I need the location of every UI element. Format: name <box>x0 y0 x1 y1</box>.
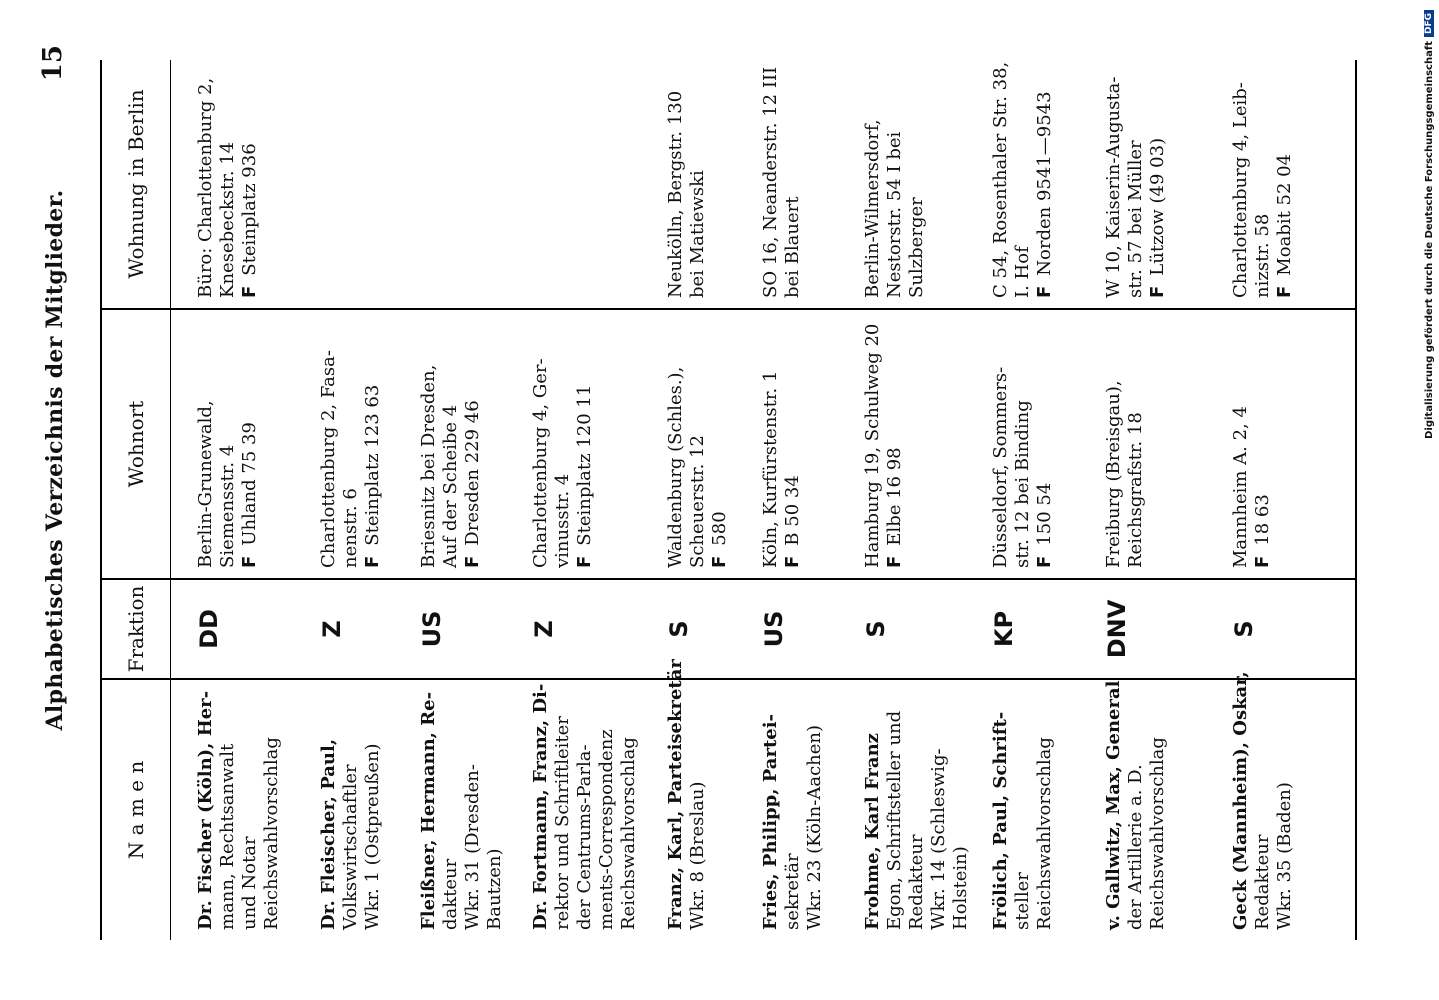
wohnort-phone <box>1252 310 1274 568</box>
name-line: Redakteur <box>1252 834 1273 930</box>
berlin-line: Knesebeckstr. 14 <box>217 141 238 298</box>
name-line: Wkr. 8 (Breslau) <box>687 781 708 930</box>
table-row-fraktion: US <box>760 610 788 648</box>
phone-prefix: F <box>1034 285 1055 298</box>
table-row-wohnort <box>862 310 906 568</box>
table-row-berlin <box>1230 60 1296 298</box>
wohnort-line: Berlin-Grunewald, <box>195 400 216 568</box>
dfg-logo: DFG <box>1424 10 1434 37</box>
phone-prefix: F <box>1147 285 1168 298</box>
phone-number: 150 54 <box>1034 482 1055 546</box>
name-line: Fleißner, Hermann, Re- <box>418 691 439 930</box>
berlin-line: C 54, Rosenthaler Str. 38, <box>990 61 1011 298</box>
phone-prefix: F <box>782 555 803 568</box>
table-row-fraktion: KP <box>990 610 1018 648</box>
wohnort-phone <box>462 310 484 568</box>
wohnort-line: Scheuerstr. 12 <box>687 435 708 568</box>
wohnort-line: Charlottenburg 2, Fasa- <box>318 350 339 568</box>
name-line: Reichswahlvorschlag <box>618 737 639 930</box>
table-row-wohnort <box>418 310 484 568</box>
table-row-fraktion: DNV <box>1103 599 1131 659</box>
name-line: Franz, Karl, Parteisekretär <box>665 659 686 930</box>
table-row-berlin <box>665 60 709 298</box>
berlin-line: W 10, Kaiserin-Augusta- <box>1103 76 1124 298</box>
wohnort-phone <box>782 310 804 568</box>
phone-number: Norden 9541—9543 <box>1034 91 1055 276</box>
funding-note <box>1422 10 1436 990</box>
name-line: Dr. Fleischer, Paul, <box>318 738 339 930</box>
wohnort-phone <box>362 310 384 568</box>
wohnort-line: Reichsgrafstr. 18 <box>1125 412 1146 568</box>
phone-number: Steinplatz 120 11 <box>574 384 595 546</box>
table-row-name <box>862 680 972 930</box>
wohnort-line: Siemensstr. 4 <box>217 444 238 568</box>
table-row-name <box>1103 680 1169 930</box>
phone-prefix: F <box>884 555 905 568</box>
phone-number: Moabit 52 04 <box>1274 153 1295 276</box>
table-row-wohnort <box>195 310 261 568</box>
column-header-name: N a m e n <box>124 760 148 860</box>
phone-number: 580 <box>709 511 730 546</box>
table-row-fraktion: Z <box>530 620 558 638</box>
table-row-wohnort <box>1103 310 1147 568</box>
name-line: Fries, Philipp, Partei- <box>760 713 781 930</box>
berlin-line: bei Matiewski <box>687 170 708 298</box>
berlin-line: Sulzberger <box>906 197 927 298</box>
berlin-phone <box>1274 60 1296 298</box>
name-line: Egon, Schriftsteller und <box>884 710 905 930</box>
berlin-line: Berlin-Wilmersdorf, <box>862 119 883 298</box>
name-line: Reichswahlvorschlag <box>261 737 282 930</box>
wohnort-line: Hamburg 19, Schulweg 20 <box>862 323 883 568</box>
name-line: der Centrums-Parla- <box>574 744 595 930</box>
table-row-fraktion: US <box>418 610 446 648</box>
berlin-phone <box>1034 60 1056 298</box>
berlin-line: Büro: Charlottenburg 2, <box>195 77 216 298</box>
phone-prefix: F <box>709 555 730 568</box>
phone-prefix: F <box>362 555 383 568</box>
name-line: Wkr. 1 (Ostpreußen) <box>362 743 383 930</box>
name-line: Wkr. 23 (Köln-Aachen) <box>804 724 825 930</box>
table-row-name <box>530 680 640 930</box>
name-line: und Notar <box>239 836 260 930</box>
phone-number: 18 63 <box>1252 494 1273 546</box>
table-row-wohnort <box>530 310 596 568</box>
name-line: rektor und Schriftleiter <box>552 716 573 930</box>
phone-number: Elbe 16 98 <box>884 447 905 546</box>
table-row-berlin <box>990 60 1056 298</box>
phone-number: Uhland 75 39 <box>239 422 260 546</box>
wohnort-line: str. 12 bei Binding <box>1012 400 1033 568</box>
name-line: Volkswirtschaftler <box>340 764 361 930</box>
column-header-berlin: Wohnung in Berlin <box>124 89 148 279</box>
table-bottom-rule <box>1355 60 1357 940</box>
name-line: Reichswahlvorschlag <box>1147 737 1168 930</box>
name-line: Wkr. 31 (Dresden- <box>462 764 483 930</box>
wohnort-phone <box>239 310 261 568</box>
wohnort-line: Briesnitz bei Dresden, <box>418 364 439 568</box>
column-header-wohnort: Wohnort <box>124 400 148 488</box>
table-row-fraktion: S <box>1230 620 1258 638</box>
table-row-berlin <box>1103 60 1169 298</box>
phone-prefix: F <box>574 555 595 568</box>
name-line: mann, Rechtsanwalt <box>217 743 238 930</box>
table-row-berlin <box>760 60 804 298</box>
phone-number: Lützow (49 03) <box>1147 137 1168 276</box>
name-line: Geck (Mannheim), Oskar, <box>1230 671 1251 930</box>
berlin-line: Charlottenburg 4, Leib- <box>1230 82 1251 298</box>
phone-prefix: F <box>239 285 260 298</box>
name-line: Dr. Fischer (Köln), Her- <box>195 690 216 930</box>
name-line: Wkr. 14 (Schleswig- <box>928 748 949 930</box>
name-line: sekretär <box>782 853 803 930</box>
table-row-name <box>665 659 709 930</box>
wohnort-phone <box>709 310 731 568</box>
wohnort-line: Charlottenburg 4, Ger- <box>530 358 551 568</box>
berlin-phone <box>239 60 261 298</box>
wohnort-line: Auf der Scheibe 4 <box>440 404 461 568</box>
wohnort-line: nenstr. 6 <box>340 488 361 568</box>
wohnort-line: Düsseldorf, Sommers- <box>990 366 1011 568</box>
table-row-name <box>418 680 506 930</box>
wohnort-phone <box>574 310 596 568</box>
name-line: Reichswahlvorschlag <box>1034 737 1055 930</box>
fraktion-column-rule <box>100 578 1357 580</box>
phone-number: Steinplatz 123 63 <box>362 384 383 546</box>
wohnort-phone <box>884 310 906 568</box>
table-row-name <box>760 680 826 930</box>
page-number: 15 <box>38 45 68 82</box>
berlin-line: bei Blauert <box>782 196 803 298</box>
name-line: Frohme, Karl Franz <box>862 733 883 930</box>
phone-prefix: F <box>1252 555 1273 568</box>
table-row-wohnort <box>990 310 1056 568</box>
name-line: der Artillerie a. D. <box>1125 764 1146 930</box>
wohnort-line: Waldenburg (Schles.), <box>665 366 686 568</box>
wohnort-line: Freiburg (Breisgau), <box>1103 380 1124 568</box>
phone-prefix: F <box>462 555 483 568</box>
table-row-name <box>1230 671 1296 930</box>
berlin-phone <box>1147 60 1169 298</box>
name-line: Holstein) <box>950 846 971 930</box>
name-line: steller <box>1012 872 1033 930</box>
table-row-name <box>195 680 283 930</box>
funding-note-text: Digitalisierung gefördert durch die Deutsche Forschungsgemeinschaft <box>1423 41 1435 439</box>
phone-number: B 50 34 <box>782 475 803 546</box>
page-title: Alphabetisches Verzeichnis der Mitglieder. <box>42 189 68 731</box>
wohnort-line: vinusstr. 4 <box>552 473 573 568</box>
name-line: dakteur <box>440 858 461 930</box>
phone-number: Dresden 229 46 <box>462 400 483 546</box>
wohnort-phone <box>1034 310 1056 568</box>
berlin-line: Neukölln, Bergstr. 130 <box>665 90 686 298</box>
berlin-line: str. 57 bei Müller <box>1125 140 1146 298</box>
name-line: Bautzen) <box>484 848 505 930</box>
table-row-fraktion: DD <box>195 609 223 649</box>
table-row-fraktion: S <box>665 620 693 638</box>
name-line: Redakteur <box>906 834 927 930</box>
table-row-fraktion: Z <box>318 620 346 638</box>
name-line: v. Gallwitz, Max, General <box>1103 680 1124 930</box>
table-row-berlin <box>195 60 261 298</box>
berlin-line: I. Hof <box>1012 246 1033 298</box>
table-row-wohnort <box>665 310 731 568</box>
name-line: ments-Correspondenz <box>596 729 617 930</box>
table-row-wohnort <box>318 310 384 568</box>
wohnort-line: Mannheim A. 2, 4 <box>1230 406 1251 568</box>
berlin-line: Nestorstr. 54 I bei <box>884 131 905 298</box>
header-bottom-rule <box>170 60 171 940</box>
berlin-line: SO 16, Neanderstr. 12 III <box>760 66 781 298</box>
phone-prefix: F <box>1274 285 1295 298</box>
table-row-wohnort <box>760 310 804 568</box>
name-line: Wkr. 35 (Baden) <box>1274 782 1295 930</box>
phone-prefix: F <box>239 555 260 568</box>
table-row-name <box>990 680 1056 930</box>
name-line: Dr. Fortmann, Franz, Di- <box>530 683 551 930</box>
table-row-name <box>318 680 384 930</box>
berlin-line: nizstr. 58 <box>1252 213 1273 298</box>
wohnort-line: Köln, Kurfürstenstr. 1 <box>760 370 781 568</box>
phone-prefix: F <box>1034 555 1055 568</box>
table-row-wohnort <box>1230 310 1274 568</box>
name-line: Frölich, Paul, Schrift- <box>990 711 1011 930</box>
phone-number: Steinplatz 936 <box>239 143 260 276</box>
table-row-berlin <box>862 60 928 298</box>
column-header-fraktion: Fraktion <box>124 585 148 673</box>
table-row-fraktion: S <box>862 620 890 638</box>
